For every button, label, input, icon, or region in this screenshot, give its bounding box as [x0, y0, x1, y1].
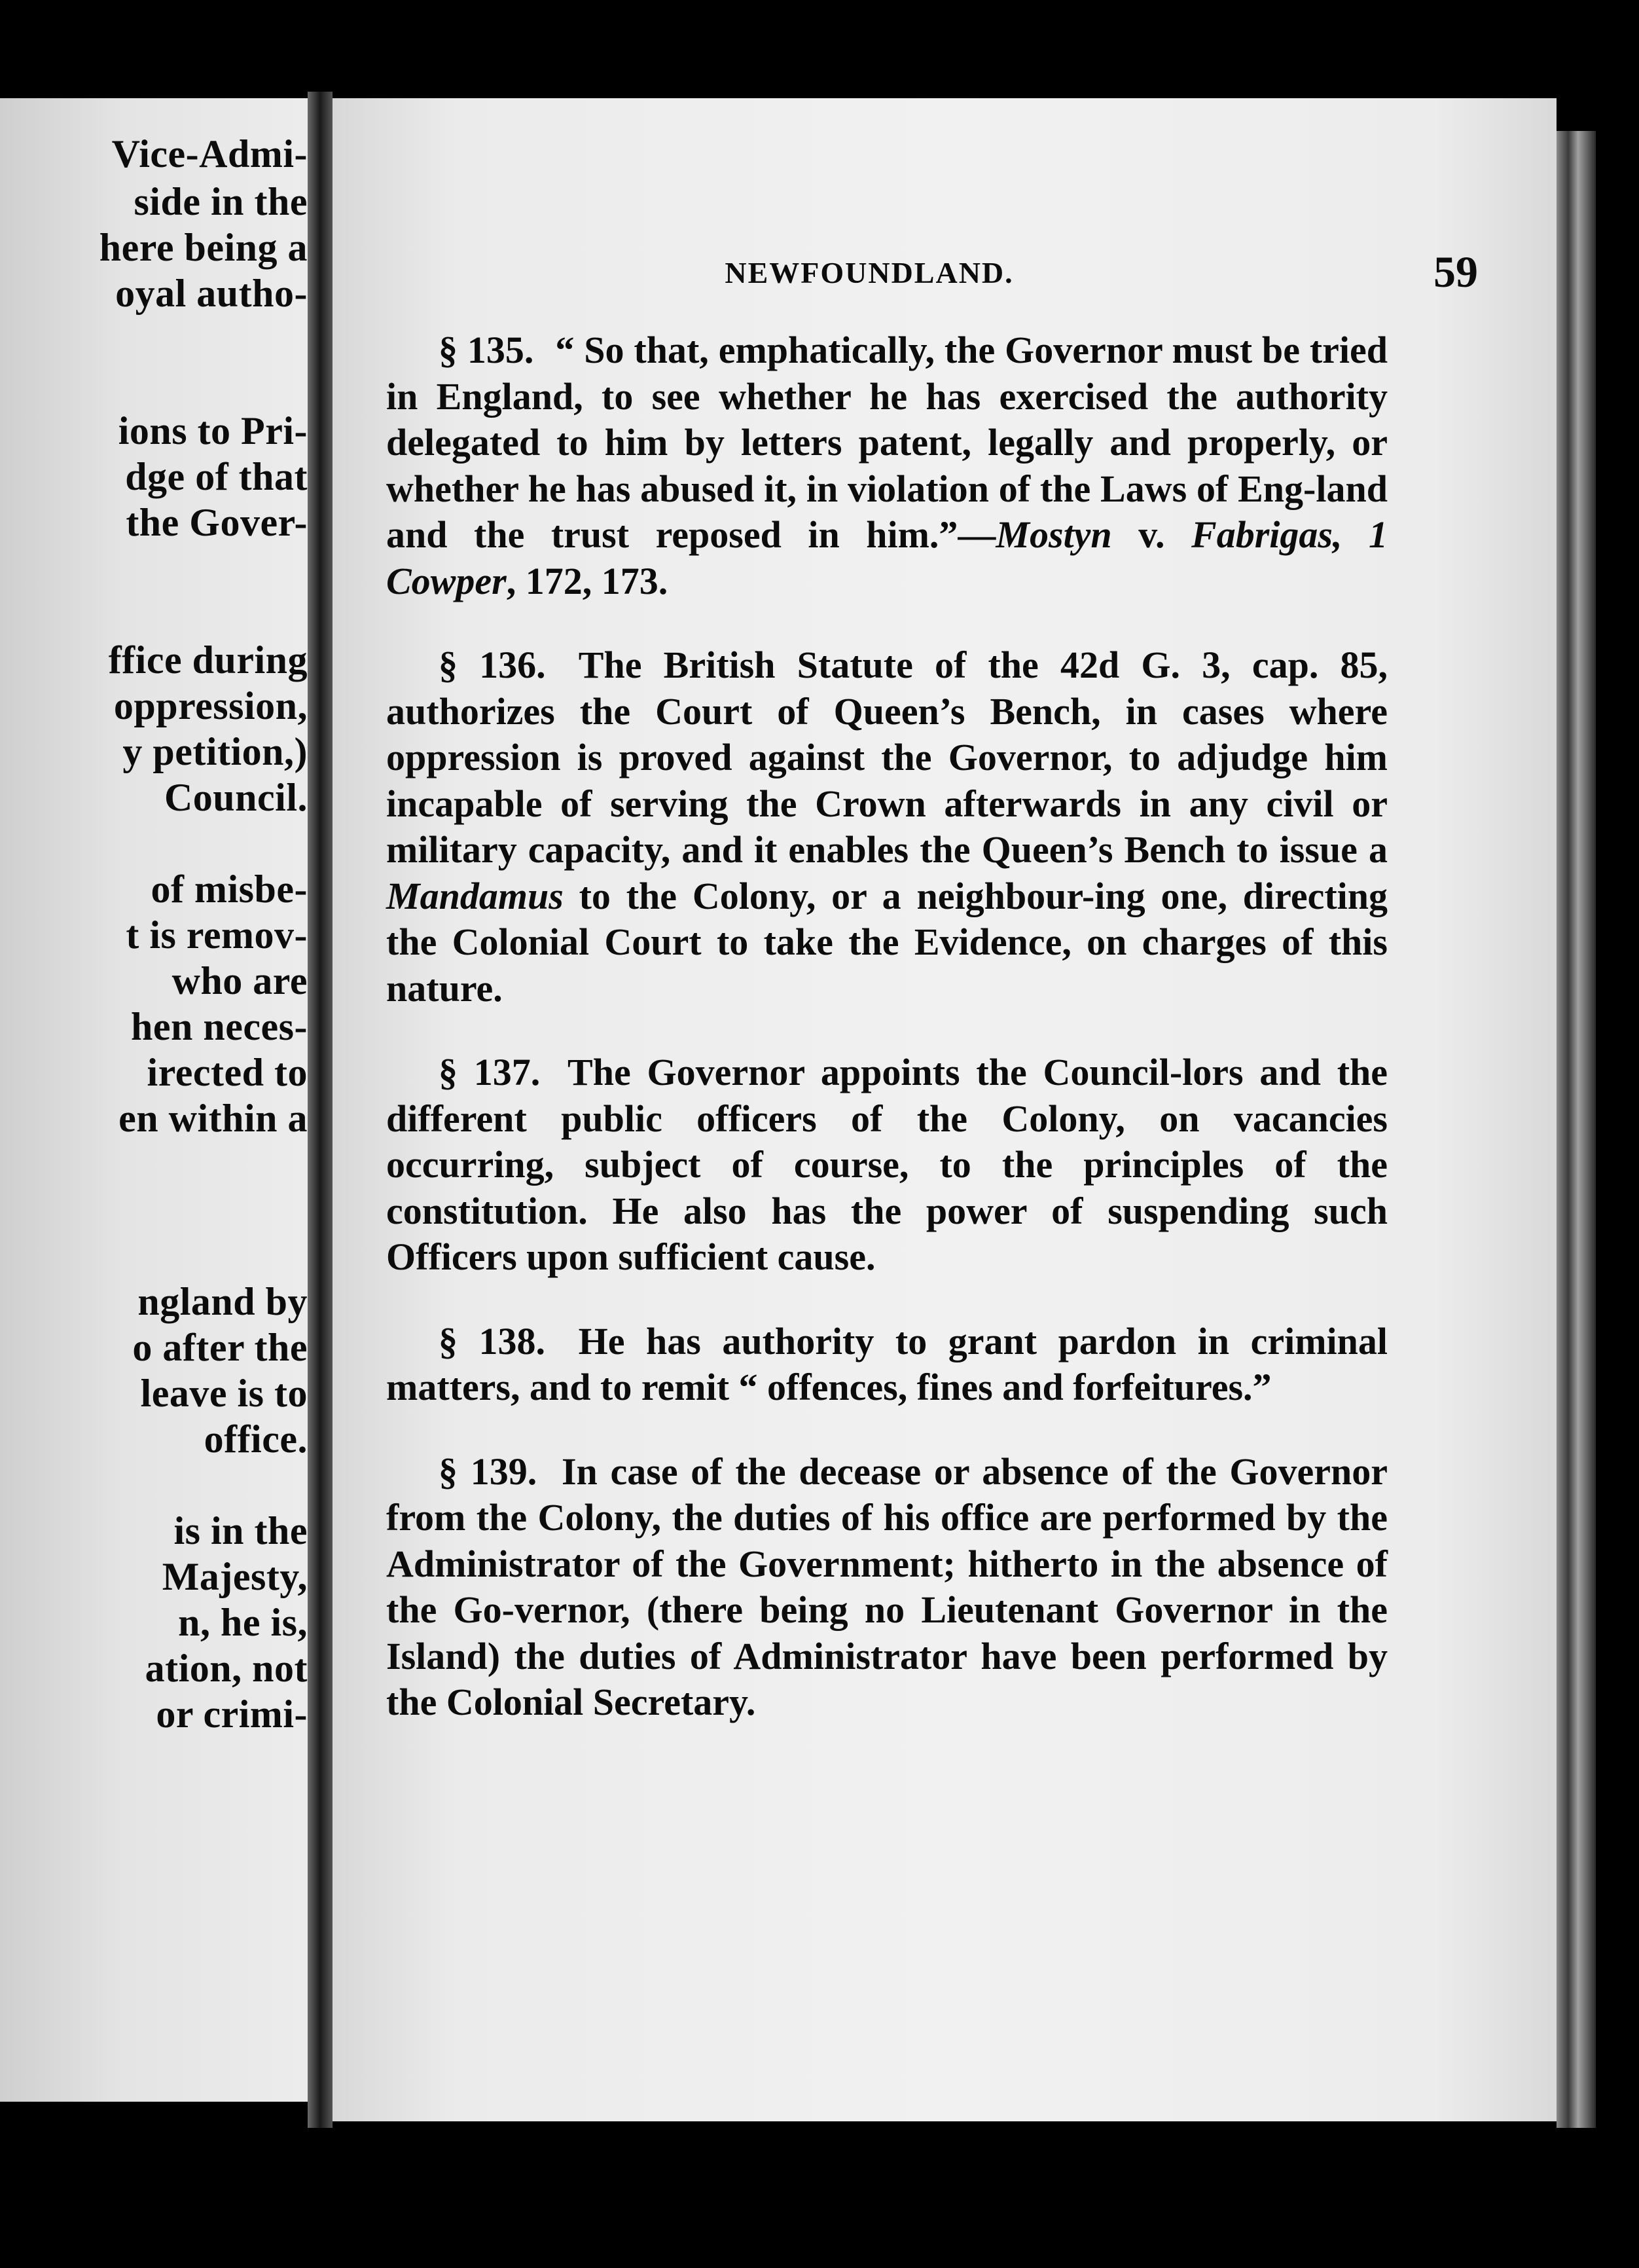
citation-pages: , 172, 173.: [506, 559, 668, 602]
section-mark: § 136.: [439, 644, 546, 686]
section-text-continued: to the Colony, or a neighbour-ing one, directing the Colonial Court to take the Evidence, on charges of this nature.: [386, 874, 1388, 1010]
facing-page-line: Majesty,: [162, 1555, 308, 1598]
book-page: [333, 98, 1557, 2121]
facing-page-line: y petition,): [122, 730, 308, 773]
facing-page-line: ions to Pri-: [118, 409, 308, 452]
section-136: [386, 642, 1388, 1012]
section-mark: § 137.: [439, 1051, 541, 1093]
section-text: He has authority to grant pardon in criminal matters, and to remit “ offences, fines and forfeitures.”: [386, 1319, 1388, 1408]
facing-page-line: o after the: [132, 1326, 308, 1369]
facing-page-line: Vice-Admi-: [111, 132, 308, 175]
section-text: The Governor appoints the Council-lors and the different public officers of the Colony, on vacancies occurring, subject of course, to the principles of the constitution. He also has the power of suspending such Officers upon sufficient cause.: [386, 1051, 1388, 1278]
book-gutter: [308, 92, 333, 2128]
facing-page-line: leave is to: [140, 1372, 308, 1415]
page-number: 59: [1433, 247, 1478, 297]
facing-page-line: dge of that: [125, 455, 308, 498]
facing-page-line: of misbe-: [151, 868, 308, 911]
section-text: “ So that, emphatically, the Governor must be tried in England, to see whether he has exercised the authority delegated to him by letters patent, legally and properly, or whether he has abused it, in violation of the Laws of Eng-land and the trust reposed in him.”—: [386, 329, 1388, 556]
facing-page-line: oppression,: [113, 684, 308, 727]
facing-page-line: en within a: [118, 1097, 308, 1140]
facing-page-line: ation, not: [145, 1647, 308, 1690]
page-stack-edge: [1557, 131, 1596, 2128]
section-139: [386, 1449, 1388, 1726]
facing-page-line: hen neces-: [131, 1005, 308, 1048]
facing-page-line: the Gover-: [126, 501, 308, 544]
facing-page-line: ffice during: [108, 638, 308, 682]
citation-case-name: Mostyn: [996, 513, 1112, 556]
section-text: In case of the decease or absence of the Governor from the Colony, the duties of his office are performed by the Administrator of the Government; hitherto in the absence of the Go-vernor, (there being no Lieutenant Governor in the Island) the duties of Administrator have been performed by the Colonial Secretary.: [386, 1450, 1388, 1723]
section-mark: § 135.: [439, 329, 534, 371]
facing-page-line: is in the: [173, 1509, 308, 1552]
facing-page-line: ngland by: [137, 1280, 308, 1323]
running-title: NEWFOUNDLAND.: [725, 256, 1014, 289]
page-body: [386, 327, 1388, 1764]
citation-reporter: Fabrigas, 1 Cowper: [386, 513, 1388, 602]
facing-page-line: oyal autho-: [115, 272, 308, 315]
facing-page-line: Council.: [164, 776, 308, 819]
facing-page-line: n, he is,: [178, 1601, 308, 1644]
citation-versus: v.: [1111, 513, 1192, 556]
section-135: [386, 327, 1388, 604]
facing-page-fragment: [0, 98, 308, 2102]
section-137: [386, 1050, 1388, 1281]
facing-page-line: side in the: [134, 180, 308, 223]
section-138: [386, 1319, 1388, 1411]
section-mark: § 138.: [439, 1319, 546, 1363]
section-text: The British Statute of the 42d G. 3, cap. 85, authorizes the Court of Queen’s Bench, in cases where oppression is proved against the Governor, to adjudge him incapable of serving the Crown afterwards in any civil or military capacity, and it enables the Queen’s Bench to issue a: [386, 644, 1388, 871]
facing-page-line: irected to: [147, 1051, 308, 1094]
mandamus-term: Mandamus: [386, 874, 564, 917]
facing-page-line: t is remov-: [126, 913, 308, 957]
section-mark: § 139.: [439, 1450, 537, 1493]
facing-page-line: here being a: [99, 226, 308, 269]
facing-page-line: who are: [171, 959, 308, 1002]
facing-page-line: or crimi-: [156, 1692, 308, 1736]
facing-page-line: office.: [204, 1418, 308, 1461]
